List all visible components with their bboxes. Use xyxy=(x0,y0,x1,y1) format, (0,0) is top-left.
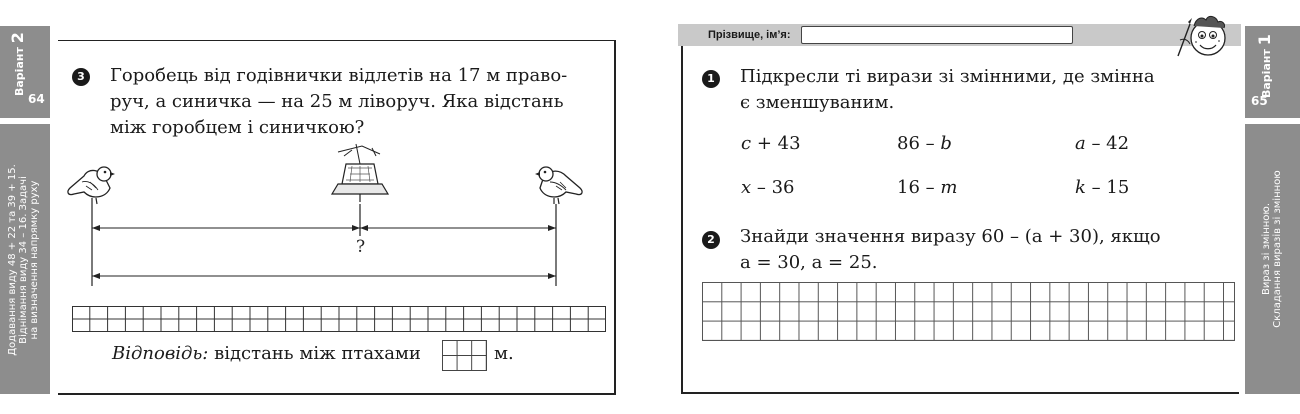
answer-unit: м. xyxy=(494,343,514,364)
answer-input-box[interactable] xyxy=(442,340,487,371)
right-variant-tab xyxy=(1245,26,1300,118)
right-topic-tab xyxy=(1245,124,1300,394)
task3-number-badge: 3 xyxy=(72,68,90,86)
answer-text: відстань між птахами xyxy=(214,343,421,364)
name-label: Прізвище, ім’я: xyxy=(708,29,791,41)
task2-line2: a = 30, a = 25. xyxy=(740,252,878,273)
expression-3[interactable]: a – 42 xyxy=(1075,133,1130,154)
sparrow-icon xyxy=(68,167,115,204)
left-topic-tab xyxy=(0,124,50,394)
left-variant-label: Варіант 2 xyxy=(8,32,27,96)
task1-text: Підкресли ті вирази зі змінними, де змінна є зменшуваним. xyxy=(740,66,1155,113)
left-page-number: 64 xyxy=(28,92,45,106)
mascot-icon xyxy=(1172,10,1234,60)
task2-line1: Знайди значення виразу 60 – (a + 30), якщо xyxy=(740,226,1161,247)
answer-strip-grid[interactable] xyxy=(72,306,606,332)
expression-1[interactable]: c + 43 xyxy=(741,133,801,154)
task2-text xyxy=(740,224,1161,276)
task3-text: Горобець від годівнички відлетів на 17 м право- руч, а синичка — на 25 м ліворуч. Яка відстань між горобцем і синичкою? xyxy=(110,65,568,138)
expression-4[interactable]: x – 36 xyxy=(741,177,795,198)
work-grid[interactable] xyxy=(702,282,1235,341)
answer-label: Відповідь: xyxy=(112,343,209,364)
left-topic-text: Додавання виду 48 + 22 та 39 + 15. Віднімання виду 34 – 16. Задачі на визначення напрямку руху xyxy=(7,164,40,356)
name-input[interactable] xyxy=(801,26,1073,44)
expression-5[interactable]: 16 – m xyxy=(897,177,958,198)
right-topic-text: Вираз зі змінною. Складання виразів зі змінною xyxy=(1261,170,1283,328)
name-bar xyxy=(678,24,1241,46)
bird-feeder-icon xyxy=(332,144,388,202)
task3-illustration xyxy=(60,140,600,290)
task1-number-badge: 1 xyxy=(702,70,720,88)
answer-line xyxy=(112,343,421,364)
task2-number-badge: 2 xyxy=(702,231,720,249)
question-mark: ? xyxy=(356,237,366,257)
titmouse-icon xyxy=(535,167,582,204)
right-variant-label: Варіант 1 xyxy=(1255,34,1274,98)
expression-6[interactable]: k – 15 xyxy=(1075,177,1130,198)
right-page-number: 65 xyxy=(1251,94,1268,108)
expression-2[interactable]: 86 – b xyxy=(897,133,952,154)
left-variant-tab xyxy=(0,26,50,118)
